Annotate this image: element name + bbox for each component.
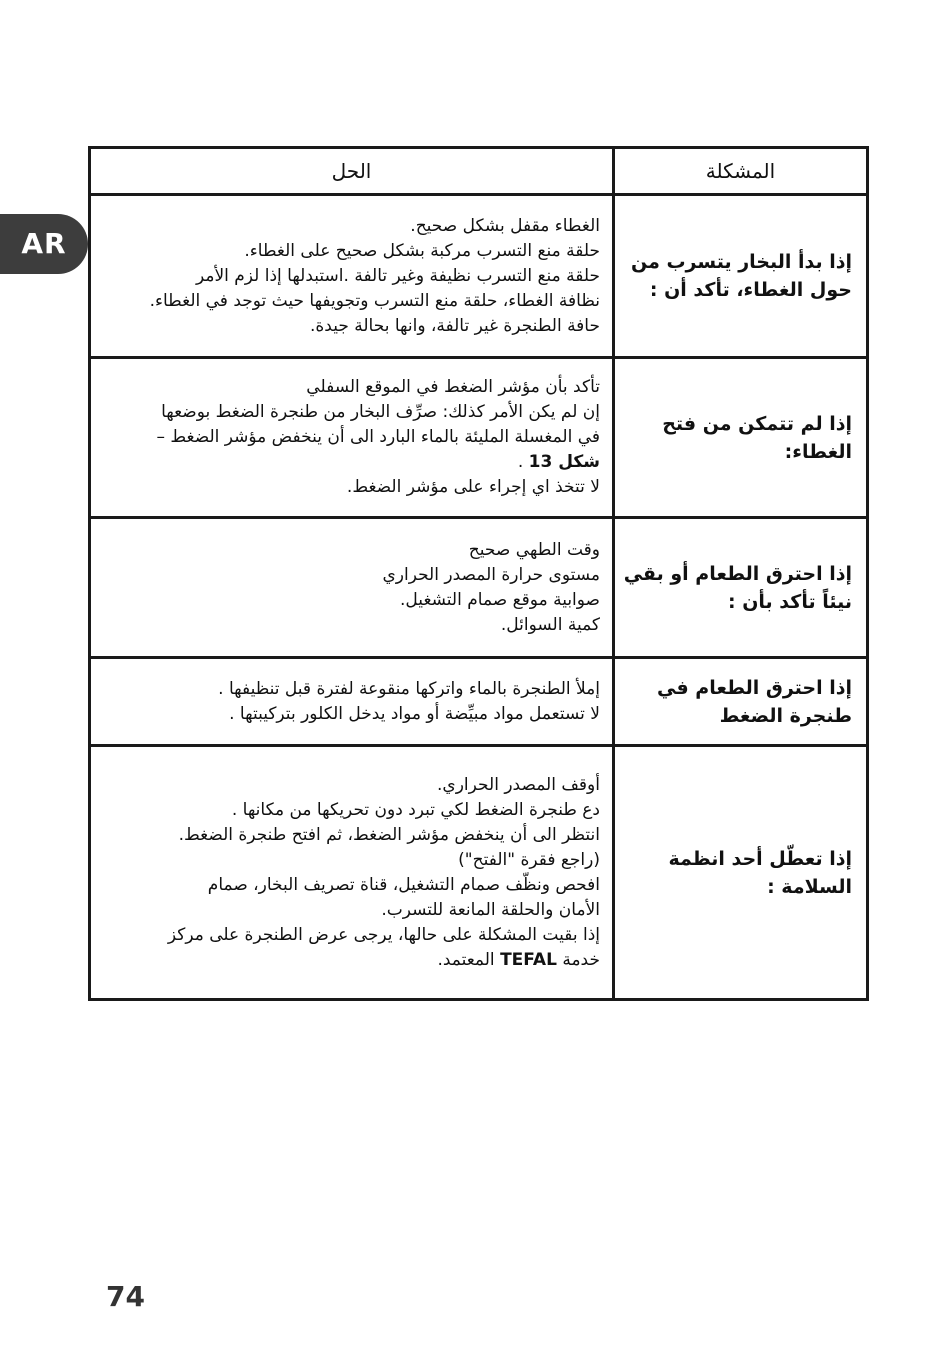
solution-line: نظافة الغطاء، حلقة منع التسرب وتجويفها حيث توجد في الغطاء. [149,290,600,311]
troubleshooting-table-container [88,146,866,1001]
solution-line: افحص ونظّف صمام التشغيل، قناة تصريف البخار، صمام [207,874,600,895]
figure-reference-suffix: . [517,452,529,472]
page-number: 74 [106,1280,145,1313]
table-row [90,658,868,746]
table-row [90,195,868,358]
figure-reference: شكل 13 [528,452,600,472]
solution-line: انتظر الى أن ينخفض مؤشر الضغط، ثم افتح طنجرة الضغط. [178,824,600,845]
solution-line: دع طنجرة الضغط لكي تبرد دون تحريكها من مكانها . [231,799,600,820]
solution-cell [90,518,614,658]
troubleshooting-table [88,146,869,1001]
solution-line [97,948,600,973]
problem-cell: إذا احترق الطعام في طنجرة الضغط [614,658,868,746]
solution-line [97,450,600,475]
problem-cell: إذا بدأ البخار يتسرب من حول الغطاء، تأكد أن : [614,195,868,358]
solution-line: لا تتخذ اي إجراء على مؤشر الضغط. [346,477,600,497]
solution-line: إذا بقيت المشكلة على حالها، يرجى عرض الطنجرة على مركز [167,924,600,945]
problem-cell: إذا احترق الطعام أو بقي نيئاً تأكد بأن : [614,518,868,658]
header-problem: المشكلة [614,148,868,195]
brand-name: TEFAL [500,949,557,970]
problem-cell: إذا تعطّل أحد انظمة السلامة : [614,746,868,1000]
solution-line: الأمان والحلقة المانعة للتسرب. [381,899,600,920]
service-prefix: خدمة [556,949,600,970]
solution-line: حلقة منع التسرب مركبة بشكل صحيح على الغطاء. [244,240,600,261]
solution-line: وقت الطهي صحيح [468,539,600,560]
solution-line: لا تستعمل مواد مبيِّضة أو مواد يدخل الكلور بتركيبتها . [229,703,600,724]
table-header-row [90,148,868,195]
solution-line: كمية السوائل. [500,614,600,635]
solution-line: إملأ الطنجرة بالماء واتركها منقوعة لفترة قبل تنظيفها . [218,678,600,699]
solution-line: حلقة منع التسرب نظيفة وغير تالفة .استبدلها إذا لزم الأمر [195,265,600,286]
header-solution: الحل [90,148,614,195]
solution-line: في المغسلة المليئة بالماء البارد الى أن ينخفض مؤشر الضغط – [156,427,600,447]
service-suffix: المعتمد. [437,949,501,970]
solution-line: أوقف المصدر الحراري. [437,774,600,795]
table-row [90,746,868,1000]
solution-cell [90,195,614,358]
solution-line: الغطاء مقفل بشكل صحيح. [410,215,600,236]
solution-line: (راجع فقرة "الفتح") [458,849,600,870]
solution-line: صوابية موقع صمام التشغيل. [400,589,600,610]
table-row [90,358,868,518]
solution-line: تأكد بأن مؤشر الضغط في الموقع السفلي [306,377,600,397]
table-row [90,518,868,658]
solution-line: حافة الطنجرة غير تالفة، وانها بحالة جيدة. [309,315,600,336]
solution-line: مستوى حرارة المصدر الحراري [382,564,600,585]
solution-cell [90,746,614,1000]
language-tab: AR [0,214,88,274]
solution-line: إن لم يكن الأمر كذلك: صرِّف البخار من طنجرة الضغط بوضعها [161,402,600,422]
solution-cell [90,358,614,518]
solution-cell [90,658,614,746]
problem-cell: إذا لم تتمكن من فتح الغطاء: [614,358,868,518]
